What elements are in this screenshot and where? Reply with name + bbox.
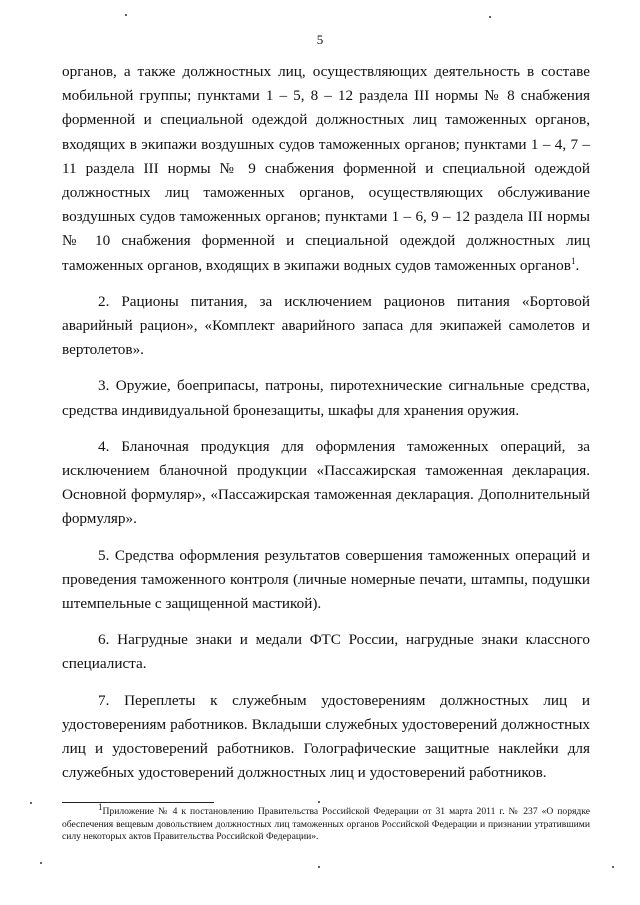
paragraph-3: 3. Оружие, боеприпасы, патроны, пиротехнические сигнальные средства, средства индивидуальной бронезащиты, шкафы для хранения оружия.	[62, 377, 590, 419]
paragraph-6: 6. Нагрудные знаки и медали ФТС России, нагрудные знаки классного специалиста.	[62, 631, 590, 673]
scan-speck	[30, 802, 32, 804]
footnote-divider	[62, 802, 214, 803]
scan-speck	[318, 866, 320, 868]
page-number: 5	[316, 32, 324, 47]
scan-speck	[125, 14, 127, 16]
footnote-text: Приложение № 4 к постановлению Правительства Российской Федерации от 31 марта 2011 г. № 237 «О порядке обеспечения вещевым довольствием должностных лиц таможенных органов Российской Федерации и признании утратившими силу некоторых актов Правительства Российской Федерации».	[62, 806, 590, 842]
scan-speck	[489, 16, 491, 18]
scan-speck	[318, 801, 320, 803]
scan-speck	[40, 862, 42, 864]
scan-speck	[612, 866, 614, 868]
paragraph-1-text: органов, а также должностных лиц, осуществляющих деятельность в составе мобильной группы; пунктами 1 – 5, 8 – 12 раздела III нормы № 8 снабжения форменной и специальной одеждой должностных лиц таможенных органов, входящих в экипажи воздушных судов таможенных органов; пунктами 1 – 4, 7 – 11 раздела III нормы № 9 снабжения форменной и специальной одеждой должностных лиц таможенных органов, осуществляющих обслуживание воздушных судов таможенных органов; пунктами 1 – 6, 9 – 12 раздела III нормы № 10 снабжения форменной и специальной одеждой должностных лиц таможенных органов, входящих в экипажи водных судов таможенных органов	[62, 63, 590, 274]
body-text	[62, 60, 590, 797]
paragraph-2: 2. Рационы питания, за исключением рационов питания «Бортовой аварийный рацион», «Комплект аварийного запаса для экипажей самолетов и вертолетов».	[62, 292, 590, 359]
paragraph-1: органов, а также должностных лиц, осуществляющих деятельность в составе мобильной группы; пунктами 1 – 5, 8 – 12 раздела III нормы № 8 снабжения форменной и специальной одеждой должностных лиц таможенных органов, входящих в экипажи воздушных судов таможенных органов; пунктами 1 – 4, 7 – 11 раздела III нормы № 9 снабжения форменной и специальной одеждой должностных лиц таможенных органов, осуществляющих обслуживание воздушных судов таможенных органов; пунктами 1 – 6, 9 – 12 раздела III нормы № 10 снабжения форменной и специальной одеждой должностных лиц таможенных органов, входящих в экипажи водных судов таможенных органов$^1$.	[62, 63, 590, 274]
paragraph-7: 7. Переплеты к служебным удостоверениям должностных лиц и удостоверениям работников. Вкладыши служебных удостоверений должностных лиц и удостоверений работников. Голографические защитные наклейки для служебных удостоверений должностных лиц и удостоверений работников.	[62, 691, 590, 782]
paragraph-4: 4. Бланочная продукция для оформления таможенных операций, за исключением бланочной продукции «Пассажирская таможенная декларация. Основной формуляр», «Пассажирская таможенная декларация. Дополнительный формуляр».	[62, 437, 590, 528]
footnote-reference: 1	[570, 255, 576, 266]
footnote	[62, 801, 590, 844]
paragraph-5: 5. Средства оформления результатов совершения таможенных операций и проведения таможенного контроля (личные номерные печати, штампы, подушки штемпельные с защищенной мастикой).	[62, 546, 590, 613]
footnote-marker: 1	[98, 801, 103, 812]
